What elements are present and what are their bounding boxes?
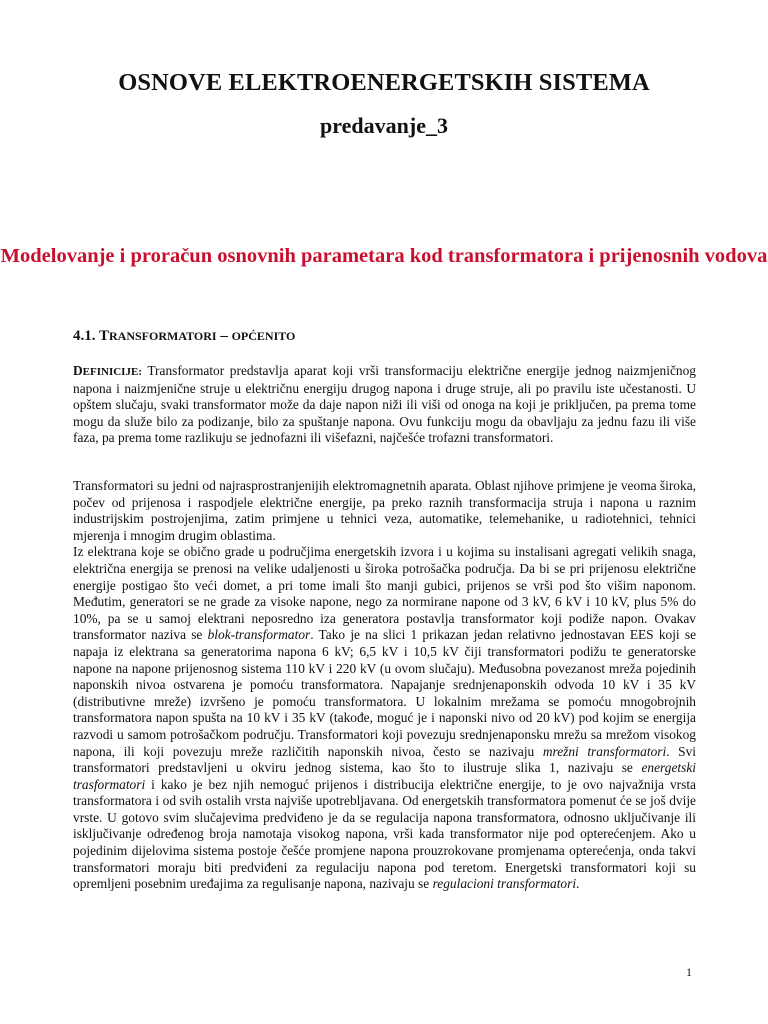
definition-text: Transformator predstavlja aparat koji vrši transformaciju električne energije jednog naizmjeničnog napona i naizmjenične struje u električnu energiju drugog napona i druge struje, ali po pravilu iste učestanosti. U opštem slučaju, svaki transformator može da daje napon niži ili viši od onoga na koji je priključen, pa prema tome mogu da služe bilo za podizanje, bilo za spuštanje napona. Ovu funkciju mogu da obavljaju za jednu fazu ili više faza, pa prema tome razlikuju se jednofazni ili višefazni, najčešće trofazni transformatori. <box>73 363 696 446</box>
body-text-6: . <box>576 876 580 892</box>
body-text-1: Transformatori su jedni od najrasprostranjenijih elektromagnetnih aparata. Oblast njihove primjene je veoma široka, počev od prijenosa i raspodjele električne energije, pa preko raznih transformacija struja i napona u raznim industrijskim postrojenjima, zatim primjene u tehnici veza, automatike, telemehanike, u radiotehnici, tehnici mjerenja i mnogim drugim oblastima. <box>73 478 696 543</box>
term-regulacioni-transformatori: regulacioni transformatori <box>432 876 577 892</box>
body-paragraph <box>73 478 696 893</box>
section-title-rest: RANSFORMATORI <box>109 329 217 343</box>
section-heading <box>73 328 295 345</box>
page-number: 1 <box>686 965 692 979</box>
definition-label-first: D <box>73 363 83 378</box>
section-title-suffix: OPĆENITO <box>231 329 296 343</box>
term-blok-transformator: blok-transformator <box>207 627 311 643</box>
body-text-2: Iz elektrana koje se obično grade u područjima energetskih izvora i u kojima su instalisani agregati velikih snaga, električna energija se prenosi na velike udaljenosti u široka potrošačka područja. Da bi se pri prijenosu električne energije postigao što veći domet, a pri tome imali što manji gubici, prijenos se vrši pod što višim naponom. Međutim, generatori se ne grade za visoke napone, nego za normirane napone od 3 kV, 6 kV i 10 kV, plus 5% do 10%, pa se u samoj elektrani neposredno iza generatora postavlja transformator koji podiže napon. Ovakav transformator naziva se <box>73 544 696 643</box>
chapter-heading: Modelovanje i proračun osnovnih parametara kod transformatora i prijenosnih vodova <box>0 245 768 267</box>
section-number: 4.1. <box>73 328 96 344</box>
term-mrezni-transformatori: mrežni transformatori <box>542 743 667 759</box>
document-title: OSNOVE ELEKTROENERGETSKIH SISTEMA <box>118 69 650 96</box>
definition-label-rest: EFINICIJE: <box>82 366 142 378</box>
definition-paragraph <box>73 363 696 447</box>
section-title-first-letter: T <box>98 328 109 344</box>
term-energetski-transformatori: energetski trasformatori <box>73 760 696 792</box>
section-title-dash: – <box>216 328 232 344</box>
document-subtitle: predavanje_3 <box>320 113 448 138</box>
body-text-4: . Svi transformatori predstavljeni u okviru jednog sistema, kao što to ilustruje slika 1, nazivaju se <box>73 743 696 776</box>
body-text-5: i kako je bez njih nemoguć prijenos i distribucija električne energije, to je ovo najvažnija vrsta transformatora i od svih ostalih vrsta najviše upotrebljavana. Od energetskih transformatora pomenut će se još dvije vrste. U gotovo svim slučajevima predviđeno je da se regulacija napona transformatora, odnosno uključivanje ili isključivanje određenog broja namotaja visokog napona, vrši kada transformator nije pod opterećenjem. Ako u pojedinim dijelovima sistema postoje češće promjene napona prouzrokovane promjenama opterećenja, onda takvi transformatori moraju biti predviđeni za regulaciju napona pod teretom. Energetski transformatori koji su opremljeni posebnim uređajima za regulisanje napona, nazivaju se <box>73 776 696 892</box>
body-text-3: . Tako je na slici 1 prikazan jedan relativno jednostavan EES koji se napaja iz elektrana sa generatorima napona 6 kV; 6,5 kV i 10,5 kV čiji transformatori podižu te generatorske napone na napone prijenosnog sistema 110 kV i 220 kV (u ovom slučaju). Međusobna povezanost mreža pojedinih naponskih nivoa ostvarena je pomoću transformatora. Napajanje srednjenaponskih odvoda 10 kV i 35 kV (distributivne mreže) izvršeno je pomoću transformatora. U lokalnim mrežama se pomoću mnogobrojnih transformatora napon spušta na 10 kV i 35 kV (takođe, moguć je i naponski nivo od 20 kV) pod kojim se energija razvodi u samom potrošačkom području. Transformatori koji povezuju srednjenaponsku mrežu sa mrežom visokog napona, ili koji povezuju mreže različitih naponskih nivoa, često se nazivaju <box>73 627 697 759</box>
